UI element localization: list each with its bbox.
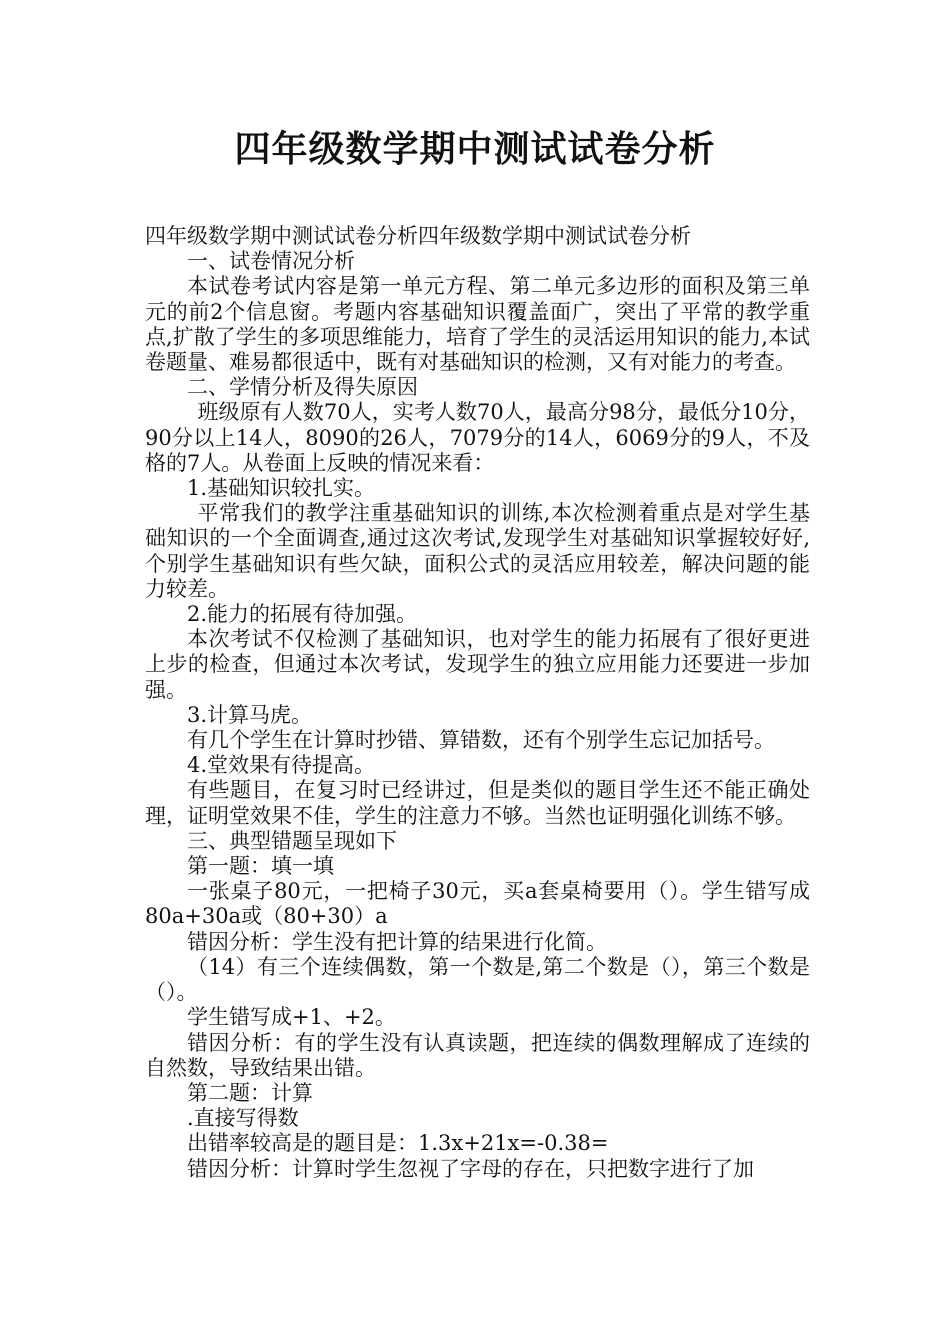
- question-2-high-error-items: 出错率较高是的题目是：1.3x+21x=-0.38=: [187, 1131, 609, 1156]
- question-1-error-analysis: 错因分析：学生没有把计算的结果进行化简。: [187, 929, 607, 954]
- section-heading-1: 一、试卷情况分析: [187, 249, 355, 274]
- question-14-item: （14）有三个连续偶数，第一个数是,第二个数是（），第三个数是（）。: [145, 954, 810, 1005]
- document-body: [145, 224, 810, 1182]
- question-1-item: 一张桌子80元，一把椅子30元，买a套桌椅要用（）。学生错写成80a+30a或（80+30）a: [145, 879, 810, 929]
- question-2-subheading: .直接写得数: [187, 1106, 299, 1131]
- section-heading-3: 三、典型错题呈现如下: [187, 828, 397, 853]
- section-heading-2: 二、学情分析及得失原因: [187, 375, 418, 400]
- paragraph-calculation: 有几个学生在计算时抄错、算错数，还有个别学生忘记加括号。: [187, 728, 775, 753]
- paragraph-ability: 本次考试不仅检测了基础知识，也对学生的能力拓展有了很好更进上步的检查，但通过本次考试，发现学生的独立应用能力还要进一步加强。: [145, 627, 810, 702]
- question-14-error-analysis: 错因分析：有的学生没有认真读题，把连续的偶数理解成了连续的自然数，导致结果出错。: [145, 1030, 810, 1080]
- question-2-heading: 第二题：计算: [187, 1080, 313, 1105]
- subheading-class-effect: 4.堂效果有待提高。: [187, 753, 376, 778]
- intro-line: 四年级数学期中测试试卷分析四年级数学期中测试试卷分析: [145, 224, 691, 248]
- document-title: 四年级数学期中测试试卷分析: [234, 129, 716, 170]
- paragraph-basic-knowledge: 平常我们的教学注重基础知识的训练,本次检测着重点是对学生基础知识的一个全面调查,通过这次考试,发现学生对基础知识掌握较好好,个别学生基础知识有些欠缺，面积公式的灵活应用较差，解决问题的能力较差。: [145, 501, 810, 601]
- subheading-basic-knowledge: 1.基础知识较扎实。: [187, 476, 376, 501]
- paragraph-exam-overview: 本试卷考试内容是第一单元方程、第二单元多边形的面积及第三单元的前2个信息窗。考题内容基础知识覆盖面广，突出了平常的教学重点,扩散了学生的多项思维能力，培育了学生的灵活运用知识的能力,本试卷题量、难易都很适中，既有对基础知识的检测，又有对能力的考查。: [145, 274, 810, 375]
- question-14-wrong-answer: 学生错写成+1、+2。: [187, 1005, 396, 1030]
- paragraph-class-stats: 班级原有人数70人，实考人数70人，最高分98分，最低分10分，90分以上14人，8090的26人，7079分的14人，6069分的9人，不及格的7人。从卷面上反映的情况来看：: [145, 400, 810, 475]
- subheading-calculation: 3.计算马虎。: [187, 702, 313, 727]
- subheading-ability: 2.能力的拓展有待加强。: [187, 602, 418, 627]
- question-2-error-analysis: 错因分析：计算时学生忽视了字母的存在，只把数字进行了加: [187, 1156, 754, 1181]
- paragraph-class-effect: 有些题目，在复习时已经讲过，但是类似的题目学生还不能正确处理，证明堂效果不佳，学生的注意力不够。当然也证明强化训练不够。: [145, 778, 810, 828]
- question-1-heading: 第一题：填一填: [187, 854, 334, 879]
